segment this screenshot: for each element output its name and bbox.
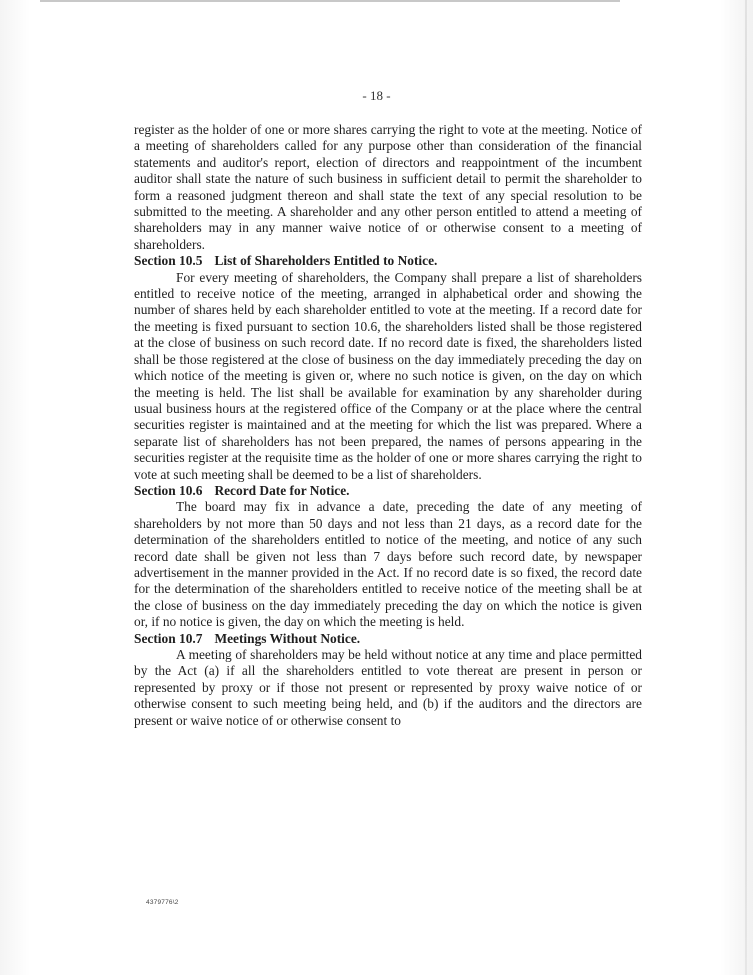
- section-title: List of Shareholders Entitled to Notice.: [214, 253, 438, 269]
- opening-paragraph: register as the holder of one or more shares carrying the right to vote at the meeting. Notice of a meeting of shareholders called for any purpose other than consideration of the financial statements and auditor's report, election of directors and reappointment of the incumbent auditor shall state the nature of such business in sufficient detail to permit the shareholder to form a reasoned judgment thereon and shall state the text of any special resolution to be submitted to the meeting. A shareholder and any other person entitled to attend a meeting of shareholders may in any manner waive notice of or otherwise consent to a meeting of shareholders.: [134, 122, 642, 252]
- page-number: - 18 -: [362, 88, 391, 103]
- section-title: Meetings Without Notice.: [214, 630, 361, 646]
- section-number: Section 10.7: [134, 630, 203, 646]
- section-title: Record Date for Notice.: [214, 482, 350, 498]
- section-heading-10-6: [134, 483, 642, 499]
- scan-right-edge: [745, 0, 747, 975]
- section-number: Section 10.5: [134, 253, 203, 269]
- section-heading-10-7: [134, 631, 642, 647]
- document-id: 4379776\2: [146, 899, 179, 906]
- section-heading-10-5: [134, 253, 642, 269]
- section-body-10-5: For every meeting of shareholders, the Company shall prepare a list of shareholders entitled to receive notice of the meeting, arranged in alphabetical order and showing the number of shares held by each shareholder entitled to vote at the meeting. If a record date for the meeting is fixed pursuant to section 10.6, the shareholders listed shall be those registered at the close of business on such record date. If no record date is fixed, the shareholders listed shall be those registered at the close of business on the day immediately preceding the day on which notice of the meeting is given or, where no such notice is given, on the day on which the meeting is held. The list shall be available for examination by any shareholder during usual business hours at the registered office of the Company or at the place where the central securities register is maintained and at the meeting for which the list was prepared. Where a separate list of shareholders has not been prepared, the names of persons appearing in the securities register at the requisite time as the holder of one or more shares carrying the right to vote at such meeting shall be deemed to be a list of shareholders.: [134, 269, 642, 482]
- document-body: [134, 122, 642, 729]
- scan-top-edge: [40, 0, 620, 2]
- section-body-10-6: The board may fix in advance a date, preceding the date of any meeting of shareholders by not more than 50 days and not less than 21 days, as a record date for the determination of the shareholders entitled to notice of the meeting, and notice of any such record date shall be given not less than 7 days before such record date, by newspaper advertisement in the manner provided in the Act. If no record date is so fixed, the record date for the determination of the shareholders entitled to receive notice of the meeting shall be at the close of business on the day immediately preceding the day on which the notice is given or, if no notice is given, the day on which the meeting is held.: [134, 499, 642, 630]
- section-number: Section 10.6: [134, 482, 203, 498]
- section-body-10-7: A meeting of shareholders may be held without notice at any time and place permitted by the Act (a) if all the shareholders entitled to vote thereat are present in person or represented by proxy or if those not present or represented by proxy waive notice of or otherwise consent to such meeting being held, and (b) if the auditors and the directors are present or waive notice of or otherwise consent to: [134, 647, 642, 728]
